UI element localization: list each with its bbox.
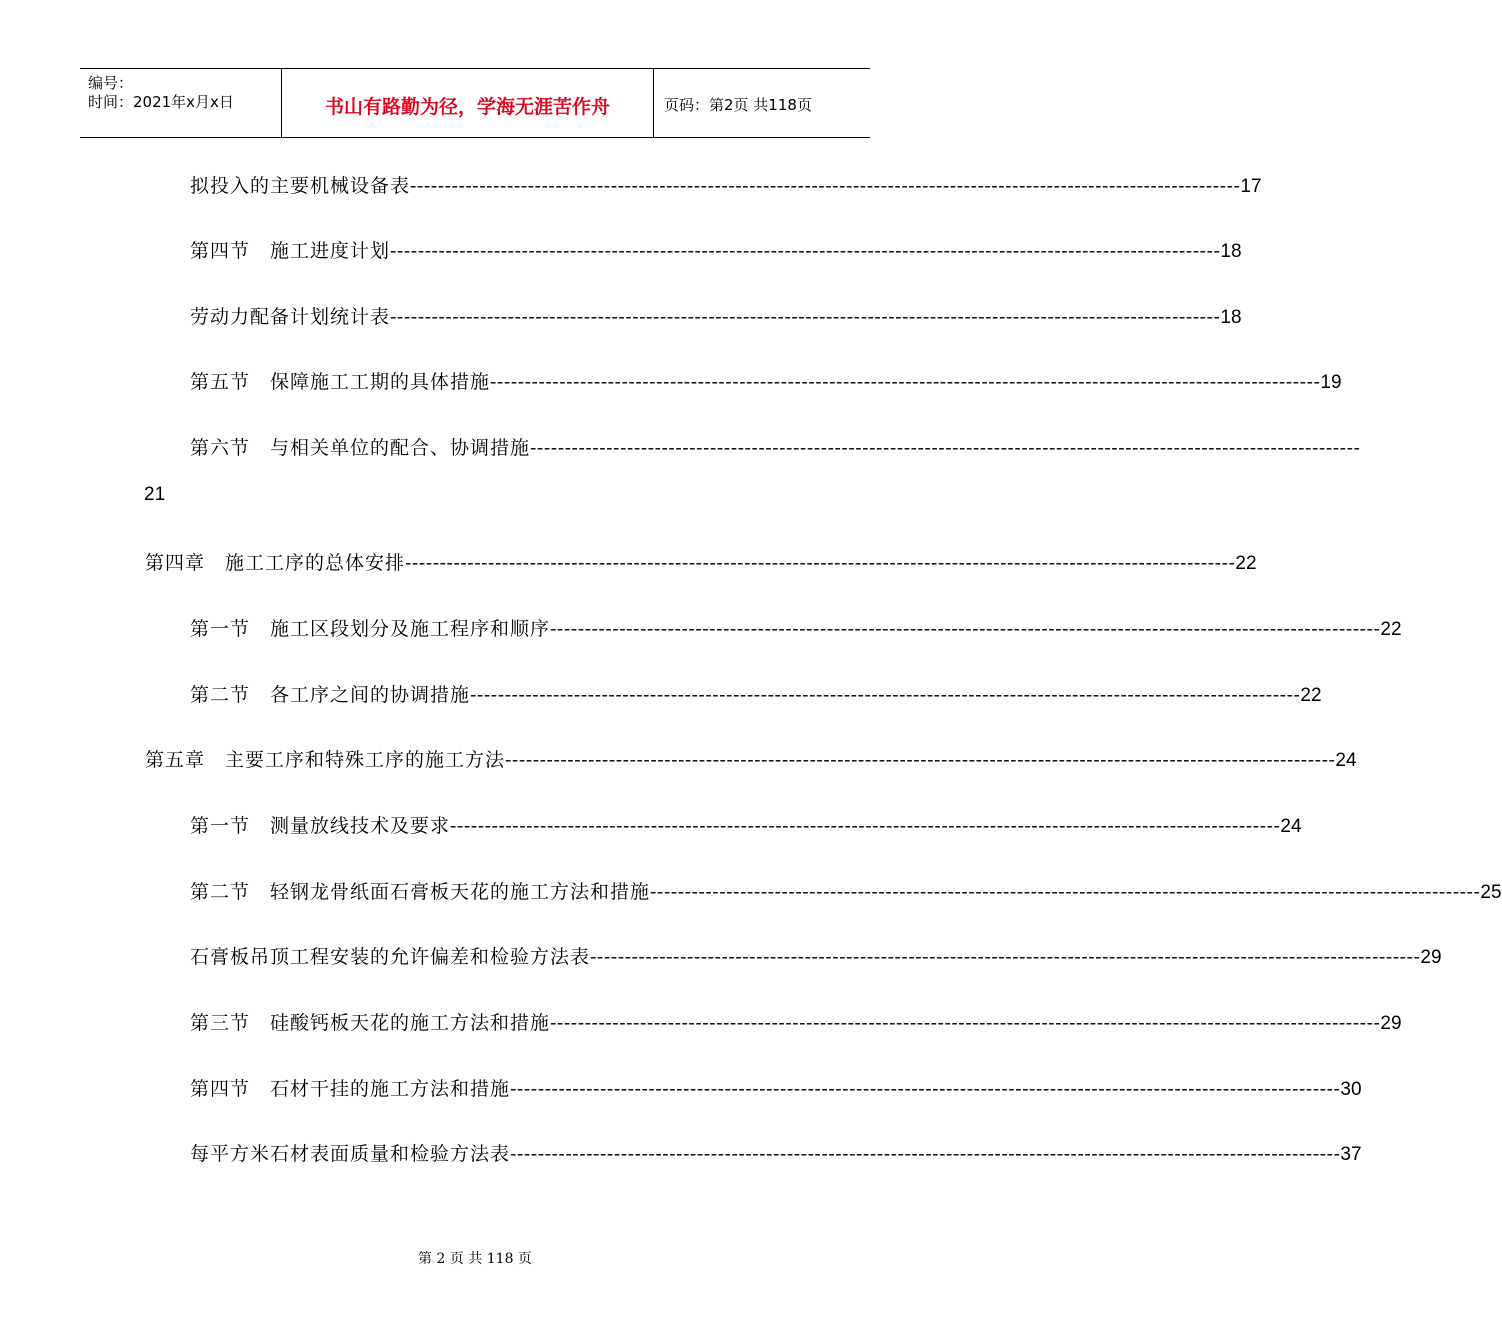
toc-leader: ------------------------------------------------------------------------------------------------------------------------ [410, 175, 1241, 197]
toc-entry-page: 24 [1280, 816, 1302, 837]
toc-entry-page: 30 [1340, 1079, 1362, 1100]
toc-entry-title: 第四节 施工进度计划 [190, 240, 391, 262]
toc-leader: ------------------------------------------------------------------------------------------------------------------------ [470, 684, 1301, 706]
toc-leader: ------------------------------------------------------------------------------------------------------------------------ [510, 1143, 1341, 1165]
toc-entry-title: 第五节 保障施工工期的具体措施 [190, 371, 491, 393]
toc-entry[interactable] [190, 1009, 1402, 1037]
toc-entry-title: 每平方米石材表面质量和检验方法表 [190, 1143, 511, 1165]
toc-entry[interactable] [190, 237, 1242, 265]
toc-entry-page: 19 [1320, 372, 1342, 393]
toc-entry[interactable] [145, 746, 1357, 774]
toc-entry-page: 29 [1380, 1013, 1402, 1034]
toc-entry-title: 拟投入的主要机械设备表 [190, 175, 411, 197]
page-header [80, 68, 870, 138]
toc-entry[interactable] [190, 878, 1502, 906]
toc-entry[interactable] [190, 368, 1342, 396]
toc-entry-page: 25 [1480, 882, 1502, 903]
toc-leader: ------------------------------------------------------------------------------------------------------------------------ [650, 881, 1481, 903]
toc-entry-page: 22 [1300, 685, 1322, 706]
toc-leader: ------------------------------------------------------------------------------------------------------------------------ [390, 240, 1221, 262]
toc-entry[interactable] [190, 434, 1361, 462]
header-motto-cell [282, 69, 654, 137]
toc-entry-title: 第四节 石材干挂的施工方法和措施 [190, 1078, 511, 1100]
toc-entry-title: 第五章 主要工序和特殊工序的施工方法 [145, 749, 506, 771]
toc-leader: ------------------------------------------------------------------------------------------------------------------------ [450, 815, 1281, 837]
date-label: 时间：2021年x月x日 [88, 93, 234, 111]
toc-entry-page: 29 [1420, 947, 1442, 968]
toc-entry[interactable] [190, 1140, 1362, 1168]
header-page-cell [654, 69, 870, 137]
toc-entry[interactable] [145, 549, 1257, 577]
toc-entry-title: 石膏板吊顶工程安装的允许偏差和检验方法表 [190, 946, 591, 968]
toc-entry-page: 21 [144, 484, 166, 505]
toc-entry-title: 第四章 施工工序的总体安排 [145, 552, 406, 574]
toc-entry-title: 劳动力配备计划统计表 [190, 306, 391, 328]
toc-entry[interactable] [190, 812, 1302, 840]
toc-leader: ------------------------------------------------------------------------------------------------------------------------ [510, 1078, 1341, 1100]
toc-leader: ------------------------------------------------------------------------------------------------------------------------ [550, 1012, 1381, 1034]
toc-entry-title: 第六节 与相关单位的配合、协调措施 [190, 437, 531, 459]
toc-entry-title: 第三节 硅酸钙板天花的施工方法和措施 [190, 1012, 551, 1034]
toc-entry[interactable] [190, 943, 1442, 971]
toc-entry[interactable] [190, 172, 1262, 200]
toc-entry-title: 第一节 测量放线技术及要求 [190, 815, 451, 837]
toc-leader: ------------------------------------------------------------------------------------------------------------------------ [405, 552, 1236, 574]
number-label: 编号： [88, 74, 134, 92]
toc-entry[interactable] [190, 615, 1402, 643]
toc-entry-page: 24 [1335, 750, 1357, 771]
toc-entry-page: 18 [1220, 307, 1242, 328]
toc-leader: ------------------------------------------------------------------------------------------------------------------------ [505, 749, 1336, 771]
toc-entry-title: 第二节 轻钢龙骨纸面石膏板天花的施工方法和措施 [190, 881, 651, 903]
header-meta [80, 69, 282, 137]
toc-leader: ------------------------------------------------------------------------------------------------------------------------ [390, 306, 1221, 328]
toc-leader: ------------------------------------------------------------------------------------------------------------------------ [490, 371, 1321, 393]
toc-entry[interactable] [190, 1075, 1362, 1103]
toc-entry-page: 22 [1380, 619, 1402, 640]
toc-entry-title: 第二节 各工序之间的协调措施 [190, 684, 471, 706]
toc-entry-title: 第一节 施工区段划分及施工程序和顺序 [190, 618, 551, 640]
toc-entry-page: 17 [1240, 176, 1262, 197]
toc-entry-page: 37 [1340, 1144, 1362, 1165]
page-footer: 第 2 页 共 118 页 [418, 1251, 532, 1267]
toc-entry[interactable] [190, 681, 1322, 709]
toc-entry[interactable] [190, 303, 1242, 331]
page-info: 页码：第2页 共118页 [664, 96, 812, 114]
motto: 书山有路勤为径，学海无涯苦作舟 [324, 96, 610, 118]
toc-leader: ------------------------------------------------------------------------------------------------------------------------ [530, 437, 1361, 459]
toc-entry-page: 18 [1220, 241, 1242, 262]
toc-entry-page: 22 [1235, 553, 1257, 574]
toc-leader: ------------------------------------------------------------------------------------------------------------------------ [550, 618, 1381, 640]
toc-leader: ------------------------------------------------------------------------------------------------------------------------ [590, 946, 1421, 968]
